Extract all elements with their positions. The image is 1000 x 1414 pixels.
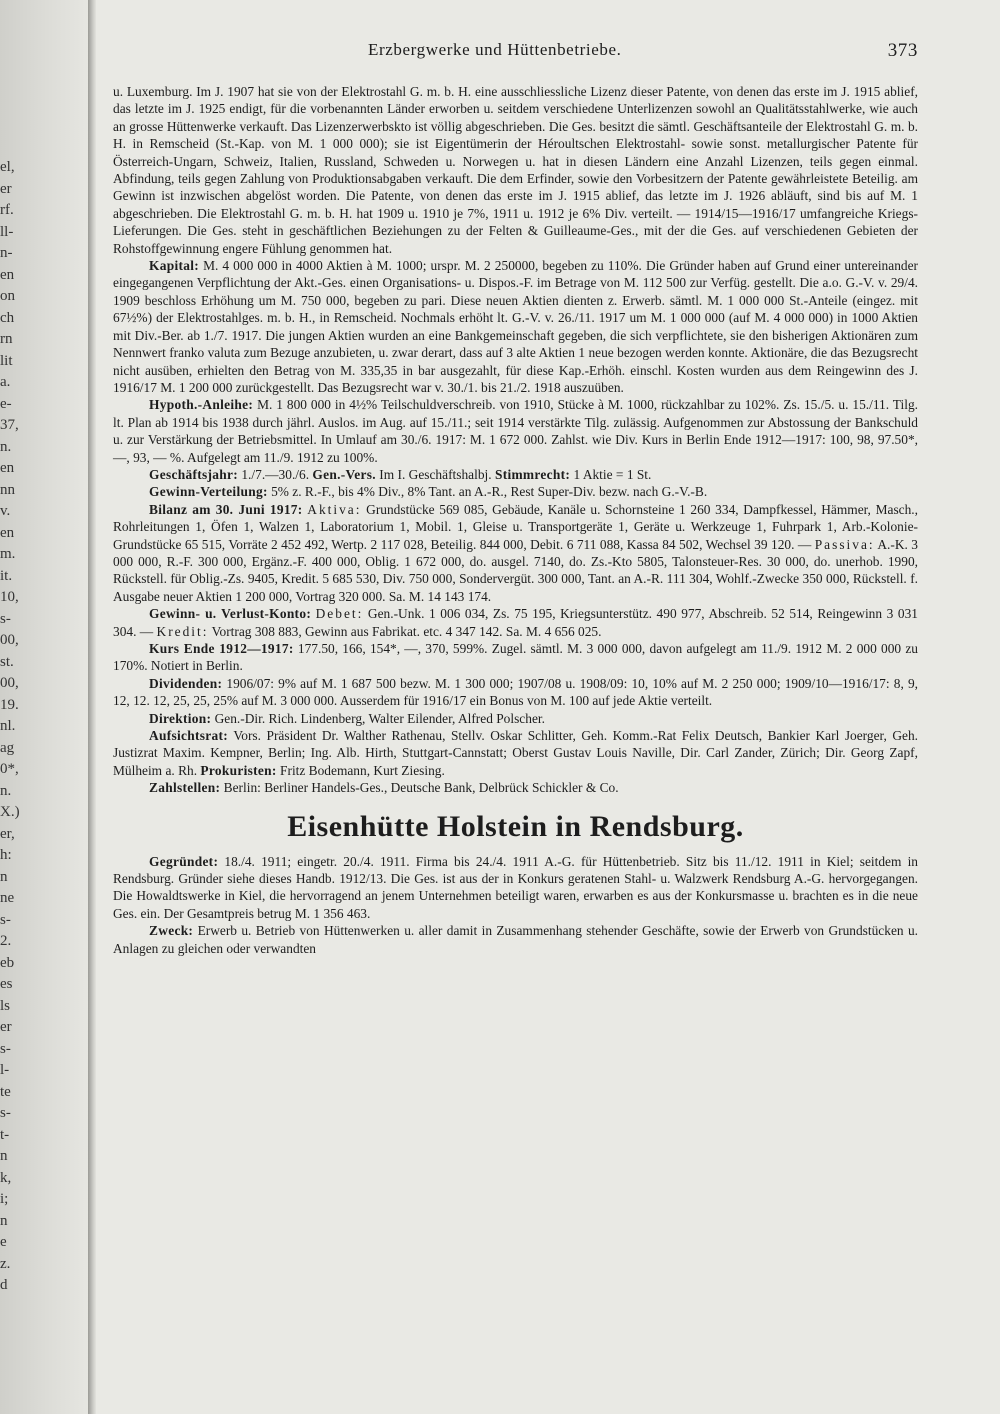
- prokuristen-text: Fritz Bodemann, Kurt Ziesing.: [280, 762, 445, 778]
- aufsichtsrat-paragraph: [113, 727, 918, 779]
- zweck-label: Zweck:: [149, 923, 194, 939]
- company-title: Eisenhütte Holstein in Rendsburg.: [287, 809, 744, 843]
- margin-fragment: el,: [0, 159, 15, 175]
- margin-fragment: 00,: [0, 675, 19, 691]
- page-body: [113, 83, 918, 957]
- direktion-label: Direktion:: [149, 710, 212, 726]
- kapital-text: M. 4 000 000 in 4000 Aktien à M. 1000; urspr. M. 2 250000, begeben zu 110%. Die Gründer haben auf Grund einer untereinander eingegangenen Verpflichtung der Akt.-Ges. einen Organisations- u. Dispos.-F. im Betrage von M. 112 500 zur Verfüg. gestellt. Die a.o. G.-V. v. 29/4. 1909 beschloss Erhöhung um M. 750 000, begeben zu pari. Diese neuen Aktien dienten z. Erwerb. sämtl. M. 1 000 000 St.-Anteile (eingez. mit 67½%) der Elektrostahlges. m. b. H., in Remscheid. Nochmals erhöht lt. G.-V. v. 26./11. 1917 um M. 1 000 000 (auf M. 4 000 000) in 1000 Aktien mit Div.-Ber. ab 1./7. 1917. Die jungen Aktien wurden an eine Bankgemeinschaft gegeben, die sich verpflichtete, sie den bisherigen Aktionären zum Nennwert franko valuta zum Bezuge anzubieten, u. zwar derart, dass auf 3 alte Aktien 1 neue bezogen werden konnte. Aktionäre, die das Bezugsrecht nicht ausüben, erhielten den Betrag von M. 335,35 in bar ausgezahlt, für diese Kap.-Erhöh. einschl. Kosten wurden aus dem Reingewinn des J. 1916/17 M. 1 200 000 zurückgestellt. Das Bezugsrecht war v. 30./1. bis 21./2. 1918 auszuüben.: [113, 258, 918, 395]
- debet-label: Debet:: [315, 606, 364, 622]
- dividenden-label: Dividenden:: [149, 675, 223, 691]
- margin-fragment: e-: [0, 395, 12, 412]
- anleihe-text: M. 1 800 000 in 4½% Teilschuldverschreib. von 1910, Stücke à M. 1000, rückzahlbar zu 102%. Zs. 15./5. u. 15./11. Tilg. lt. Plan ab 1914 bis 1938 durch jährl. Auslos. im Aug. auf 15./11.; seit 1914 verstärkte Tilg. zulässig. Aufgenommen zur Abstossung der Bankschuld u. zur Verstärkung der Betriebsmittel. In Umlauf am 30./6. 1917: M. 1 672 000. Zahlst. wie Div. Kurs in Berlin Ende 1912—1917: 100, 98, 97.50*, —, 93, — %. Aufgelegt am 11./9. 1912 zu 100%.: [113, 397, 918, 465]
- dividenden-paragraph: [113, 675, 918, 710]
- kapital-paragraph: [113, 257, 918, 396]
- page-number: 373: [887, 40, 918, 61]
- prokuristen-label: Prokuristen:: [200, 762, 277, 778]
- aufsichtsrat-label: Aufsichtsrat:: [149, 728, 229, 744]
- margin-fragment: m.: [0, 546, 16, 562]
- aktiva-label: Aktiva:: [307, 501, 362, 517]
- margin-fragment: er,: [0, 825, 15, 842]
- aufsichtsrat-text: Vors. Präsident Dr. Walther Rathenau, Stellv. Oskar Schlitter, Geh. Komm.-Rat Felix Deutsch, Bankier Karl Joerger, Geh. Justizrat Maxim. Kempner, Berlin; Ing. Alb. Hirth, Stuttgart-Cannstatt; Oberst Gustav Louis Naville, Dir. Carl Zander, Zürich; Dir. Georg Zapf, Mülheim a. Rh.: [113, 728, 918, 778]
- margin-fragment: es: [0, 976, 13, 992]
- kurs-text: 177.50, 166, 154*, —, 370, 599%. Zugel. sämtl. M. 3 000 000, davon aufgelegt am 11./9. 1912 M. 2 000 000 zu 170%. Notiert in Berlin.: [113, 641, 918, 674]
- margin-fragment: 10,: [0, 589, 19, 605]
- anleihe-label: Hypoth.-Anleihe:: [149, 397, 254, 413]
- genvers-text: Im I. Geschäftshalbj.: [379, 466, 492, 482]
- margin-fragment: ch: [0, 309, 15, 326]
- margin-fragment: n.: [0, 438, 12, 455]
- margin-fragment: n: [0, 868, 8, 885]
- direktion-paragraph: [113, 710, 918, 727]
- stimmrecht-label: Stimmrecht:: [494, 466, 571, 482]
- geschaeftsjahr-text: 1./7.—30./6.: [241, 466, 310, 482]
- passiva-label: Passiva:: [814, 536, 875, 552]
- margin-fragment: s-: [0, 1105, 11, 1121]
- margin-fragment: ll-: [0, 223, 14, 240]
- kurs-paragraph: [113, 640, 918, 675]
- margin-fragment: s-: [0, 610, 11, 627]
- margin-fragment: ag: [0, 739, 15, 756]
- dividenden-text: 1906/07: 9% auf M. 1 687 500 bezw. M. 1 300 000; 1907/08 u. 1908/09: 10, 10% auf M. 2 250 000; 1909/10—1916/17: 8, 9, 12, 12. 12, 25, 25, 25% auf M. 3 000 000. Ausserdem für 1916/17 ein Bonus von M. 100 auf jede Aktie verteilt.: [113, 675, 918, 709]
- gegruendet-label: Gegründet:: [149, 853, 219, 869]
- margin-fragment: d: [0, 1277, 8, 1293]
- margin-fragment: 19.: [0, 696, 19, 713]
- kurs-label: Kurs Ende 1912—1917:: [149, 641, 294, 656]
- margin-fragment: rn: [0, 331, 13, 347]
- zahlstellen-label: Zahlstellen:: [149, 780, 221, 796]
- margin-fragment: n: [0, 1212, 8, 1229]
- zahlstellen-text: Berlin: Berliner Handels-Ges., Deutsche Bank, Delbrück Schickler & Co.: [223, 780, 619, 796]
- margin-fragment: ne: [0, 890, 15, 906]
- intro-paragraph: u. Luxemburg. Im J. 1907 hat sie von der Elektrostahl G. m. b. H. eine ausschliessliche Lizenz dieser Patente, von denen das erste im J. 1915 ablief, das letzte im J. 1925 endigt, für die vorbenannten Länder erworben u. seitdem verschiedene Unterlizenzen sowohl an Qualitätsstahlwerke, wie auch an grosse Hüttenwerke verkauft. Das Lizenzerwerbskto ist völlig abgeschrieben. Die Ges. besitzt die sämtl. Geschäftsanteile der Elektrostahl G. m. b. H. in Remscheid (St.-Kap. von M. 1 000 000); sie ist Eigentümerin der Héroultschen Elektrostahl- sowie sonst. metallurgischer Patente für Österreich-Ungarn, Schweiz, Italien, Russland, Schweden u. Norwegen u. hat in diesen Ländern eine Anzahl Lizenzen, teils gegen einmal. Abfindung, teils gegen Zahlung von Produktionsabgaben verkauft. Die dem Erfinder, sowie den Vorbesitzern der Patente gewährleistete Beteilig. am Gewinn ist inzwischen abgelöst worden. Die Patente, von denen das erste im J. 1915 ablief, das letzte im J. 1926 abläuft, sind bis auf M. 1 abgeschrieben. Die Elektrostahl G. m. b. H. hat 1909 u. 1910 je 7%, 1911 u. 1912 je 6% Div. verteilt. — 1914/15—1916/17 umfangreiche Kriegs-Lieferungen. Die Ges. steht in geschäftlichen Beziehungen zu der Felten & Guilleaume-Ges., mit der die Ges. auf verschiedenen Gebieten der Rohstoffgewinnung engere Fühlung genommen hat.: [113, 84, 918, 256]
- margin-fragment: s-: [0, 1040, 11, 1057]
- aktiva-text: Grundstücke 569 085, Gebäude, Kanäle u. Schornsteine 1 260 334, Dampfkessel, Hämmer, Masch., Rohrleitungen 1, Öfen 1, Walzen 1, Laboratorium 1, Mobil. 1, Gleise u. Transportgeräte 1, Geräte u. Werkzeuge 1, Fuhrpark 1, Arb.-Kolonie-Grundstücke 65 515, Vorräte 2 452 492, Wertp. 2 117 028, Beteilig. 844 000, Debit. 6 711 088, Kassa 84 502, Wechsel 39 120. —: [113, 501, 918, 552]
- margin-fragment: it.: [0, 567, 13, 584]
- margin-fragment: er: [0, 180, 12, 197]
- debet-text: Gen.-Unk. 1 006 034, Zs. 75 195, Kriegsunterstütz. 490 977, Abschreib. 52 514, Reingewinn 3 031 304. —: [113, 606, 918, 639]
- guv-label: Gewinn- u. Verlust-Konto:: [149, 606, 312, 622]
- gewinnverteilung-text: 5% z. R.-F., bis 4% Div., 8% Tant. an A.-R., Rest Super-Div. bezw. nach G.-V.-B.: [271, 484, 708, 500]
- margin-fragment: a.: [0, 374, 11, 390]
- margin-fragment: X.): [0, 804, 20, 820]
- margin-fragment: en: [0, 460, 15, 476]
- margin-fragment: er: [0, 1019, 12, 1035]
- margin-fragment: on: [0, 288, 15, 304]
- bilanz-paragraph: [113, 501, 918, 605]
- margin-fragment: s-: [0, 911, 11, 928]
- gegruendet-paragraph: [113, 853, 918, 923]
- kredit-label: Kredit:: [156, 623, 209, 639]
- margin-fragment: v.: [0, 503, 11, 519]
- margin-fragment: rf.: [0, 202, 14, 218]
- margin-fragment: eb: [0, 954, 15, 971]
- gegruendet-text: 18./4. 1911; eingetr. 20./4. 1911. Firma bis 24./4. 1911 A.-G. für Hüttenbetrieb. Sitz bis 11./12. 1911 in Kiel; seitdem in Rendsburg. Gründer siehe dieses Handb. 1912/13. Die Ges. ist aus der in Konkurs geratenen Stahl- u. Walzwerk Rendsburg A.-G. hervorgegangen. Die Howaldtswerke in Kiel, die hervorragend an jenem Unternehmen beteiligt waren, erwarben es aus der Konkursmasse u. brachten es in die neue Ges. ein. Der Gesamtpreis betrug M. 1 356 463.: [113, 853, 918, 921]
- anleihe-paragraph: [113, 396, 918, 466]
- margin-fragment: te: [0, 1083, 11, 1100]
- direktion-text: Gen.-Dir. Rich. Lindenberg, Walter Eilender, Alfred Polscher.: [214, 710, 545, 726]
- guv-paragraph: [113, 605, 918, 640]
- zweck-paragraph: [113, 922, 918, 957]
- margin-fragment: t-: [0, 1126, 10, 1143]
- margin-fragment: i;: [0, 1191, 9, 1207]
- margin-fragment: st.: [0, 653, 14, 670]
- kredit-text: Vortrag 308 883, Gewinn aus Fabrikat. etc. 4 347 142. Sa. M. 4 656 025.: [211, 623, 602, 639]
- kapital-label: Kapital:: [149, 258, 200, 274]
- geschaeftsjahr-paragraph: [113, 466, 918, 483]
- margin-fragment: en: [0, 266, 15, 283]
- running-head: [113, 40, 918, 62]
- margin-fragment: 0*,: [0, 761, 19, 777]
- margin-fragment: n: [0, 1148, 8, 1164]
- margin-fragment: ls: [0, 997, 11, 1014]
- margin-fragment: 00,: [0, 632, 19, 648]
- margin-fragment: e: [0, 1234, 7, 1250]
- genvers-label: Gen.-Vers.: [312, 466, 376, 482]
- running-head-title: Erzbergwerke und Hüttenbetriebe.: [368, 40, 622, 59]
- margin-fragment: h:: [0, 847, 12, 863]
- margin-fragment: l-: [0, 1062, 10, 1078]
- zahlstellen-paragraph: [113, 779, 918, 796]
- page-fold: [88, 0, 96, 1414]
- passiva-text: A.-K. 3 000 000, R.-F. 300 000, Ergänz.-F. 400 000, Oblig. 1 672 000, do. ausgel. 7140, do. Zs.-Kto 5805, Talonsteuer-Res. 30 000, do. unerhob. 1990, Rückstell. für Oblig.-Zs. 9405, Kredit. 5 685 530, Div. 750 000, Sondervergüt. 300 000, Tant. an A.-R. 111 304, Wohlf.-Zwecke 350 000, Rückstell. f. Ausgabe neuer Aktien 1 200 000, Vortrag 320 000. Sa. M. 14 143 174.: [113, 536, 919, 604]
- margin-fragment: 2.: [0, 933, 12, 949]
- margin-fragment: n.: [0, 782, 12, 799]
- facing-page-edge: [0, 0, 90, 1414]
- margin-fragment: en: [0, 524, 15, 541]
- margin-fragment: z.: [0, 1255, 11, 1272]
- margin-fragment: 37,: [0, 417, 19, 433]
- zweck-text: Erwerb u. Betrieb von Hüttenwerken u. aller damit in Zusammenhang stehender Geschäfte, sowie der Erwerb von Grundstücken u. Anlagen zu gleichen oder verwandten: [113, 923, 918, 956]
- stimmrecht-text: 1 Aktie = 1 St.: [573, 466, 652, 482]
- margin-fragment: n-: [0, 245, 13, 261]
- gewinnverteilung-label: Gewinn-Verteilung:: [149, 484, 268, 500]
- margin-fragment: nl.: [0, 718, 16, 734]
- gewinnverteilung-paragraph: [113, 483, 918, 500]
- margin-fragment: lit: [0, 352, 13, 369]
- geschaeftsjahr-label: Geschäftsjahr:: [149, 466, 238, 482]
- margin-fragment: k,: [0, 1169, 12, 1186]
- bilanz-label: Bilanz am 30. Juni 1917:: [149, 501, 303, 517]
- margin-fragment: nn: [0, 481, 15, 498]
